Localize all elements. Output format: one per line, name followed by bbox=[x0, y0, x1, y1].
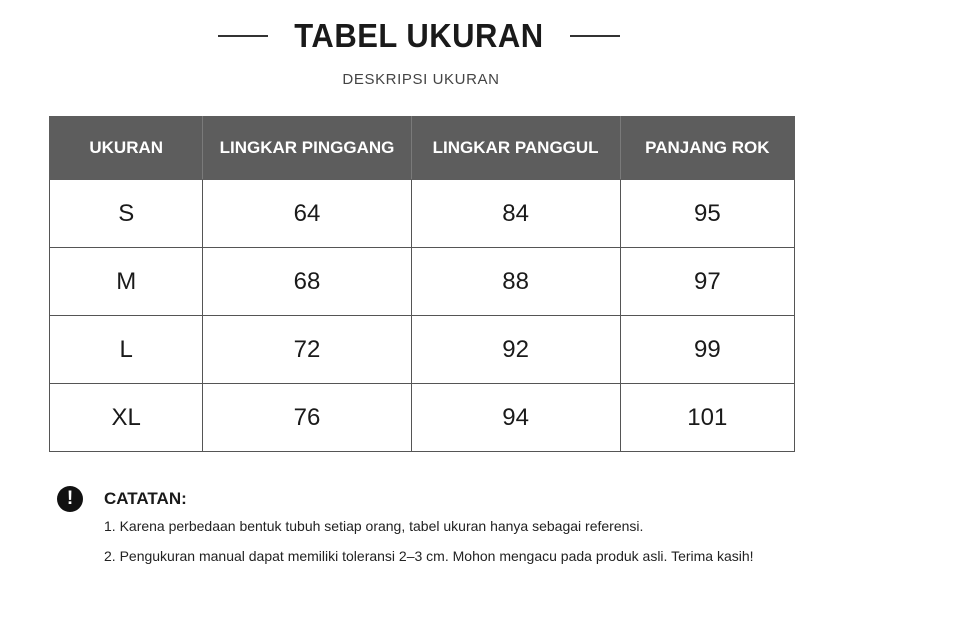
cell-hip: 84 bbox=[411, 180, 620, 248]
column-header-size: UKURAN bbox=[50, 117, 203, 180]
table-row bbox=[50, 316, 795, 384]
cell-size: M bbox=[50, 248, 203, 316]
table-row bbox=[50, 180, 795, 248]
cell-size: L bbox=[50, 316, 203, 384]
cell-skirt-length: 101 bbox=[620, 384, 794, 452]
table-row bbox=[50, 384, 795, 452]
cell-size: XL bbox=[50, 384, 203, 452]
notes-header bbox=[57, 486, 917, 512]
cell-skirt-length: 97 bbox=[620, 248, 794, 316]
cell-waist: 76 bbox=[203, 384, 411, 452]
cell-hip: 94 bbox=[411, 384, 620, 452]
notes-title: CATATAN: bbox=[104, 489, 187, 508]
column-header-waist: LINGKAR PINGGANG bbox=[203, 117, 411, 180]
exclamation-icon: ! bbox=[57, 486, 83, 512]
size-table bbox=[49, 116, 795, 452]
notes-section bbox=[57, 486, 917, 564]
cell-size: S bbox=[50, 180, 203, 248]
title-right-rule bbox=[570, 35, 620, 37]
cell-skirt-length: 95 bbox=[620, 180, 794, 248]
title-left-rule bbox=[218, 35, 268, 37]
cell-waist: 68 bbox=[203, 248, 411, 316]
title-block bbox=[0, 18, 838, 54]
note-item: 2. Pengukuran manual dapat memiliki toleransi 2–3 cm. Mohon mengacu pada produk asli. Terima kasih! bbox=[104, 548, 754, 564]
table-row bbox=[50, 248, 795, 316]
page-subtitle: DESKRIPSI UKURAN bbox=[342, 71, 500, 88]
cell-skirt-length: 99 bbox=[620, 316, 794, 384]
cell-waist: 64 bbox=[203, 180, 411, 248]
cell-waist: 72 bbox=[203, 316, 411, 384]
column-header-skirt-length: PANJANG ROK bbox=[620, 117, 794, 180]
table-header-row bbox=[50, 117, 795, 180]
note-item: 1. Karena perbedaan bentuk tubuh setiap orang, tabel ukuran hanya sebagai referensi. bbox=[104, 518, 644, 534]
page-title: TABEL UKURAN bbox=[294, 16, 544, 55]
cell-hip: 88 bbox=[411, 248, 620, 316]
column-header-hip: LINGKAR PANGGUL bbox=[411, 117, 620, 180]
cell-hip: 92 bbox=[411, 316, 620, 384]
